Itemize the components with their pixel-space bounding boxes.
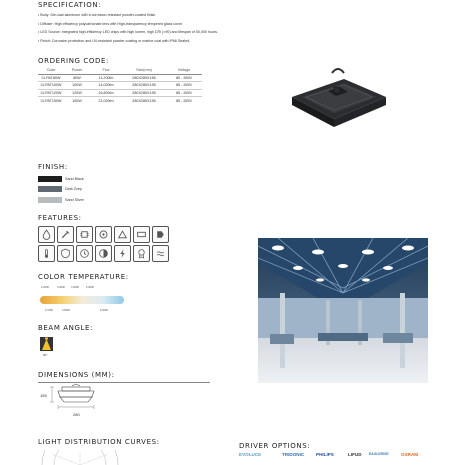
cell: 85 - 265V	[166, 97, 202, 105]
col-size: Size(mm)	[122, 66, 166, 74]
table-header-row	[38, 66, 202, 74]
col-flux: Flux	[90, 66, 122, 74]
color-swatch	[38, 186, 62, 192]
cell: 100W	[64, 82, 90, 90]
cct-label: 2,700K	[45, 309, 54, 312]
cell: 85 - 265V	[176, 75, 192, 80]
finish-label: Sand Silver	[65, 197, 84, 202]
spec-bullet: • Body: Die-cast aluminum with a corrosion-resistant powder-coated finish.	[38, 13, 157, 17]
tool-icon	[57, 226, 74, 243]
beam-angle-title: BEAM ANGLE:	[38, 324, 94, 332]
dimmable-icon	[95, 245, 112, 262]
dimension-drawing	[38, 383, 118, 423]
cell: CLPAT120W	[38, 89, 64, 97]
cell: 80W	[73, 75, 81, 80]
features-title: FEATURES:	[38, 214, 82, 222]
lifespan-icon	[76, 245, 93, 262]
light-distribution-title: LIGHT DISTRIBUTION CURVES:	[38, 438, 160, 446]
finish-label: Sand Black	[65, 176, 84, 181]
beam-angle-icon	[40, 337, 53, 351]
color-temperature-title: COLOR TEMPERATURE:	[38, 273, 129, 281]
finish-option	[38, 196, 84, 203]
cell: 11,200lm	[98, 75, 114, 80]
beam-angle-icon	[114, 226, 131, 243]
features-grid	[38, 226, 178, 262]
cell: 85 - 265V	[166, 82, 202, 90]
cell: 280X280X155	[122, 89, 166, 97]
finish-label: Dark Grey	[65, 186, 82, 191]
specification-title: SPECIFICATION:	[38, 1, 102, 9]
cell: CLPAT80W	[41, 75, 61, 80]
color-swatch	[38, 197, 62, 203]
ordering-title: ORDERING CODE:	[38, 57, 109, 65]
spec-bullet: • Finish: Corrosion protection and UV-resistant powder coating or marine coat with IP66 Sealed.	[38, 39, 191, 44]
table-row	[38, 97, 202, 105]
ordering-table	[38, 66, 202, 104]
cell: 85 - 265V	[166, 89, 202, 97]
driver-logo-lifud: LIFUD	[348, 452, 362, 457]
cct-label: 6,500K	[100, 309, 109, 312]
driver-options-title: DRIVER OPTIONS:	[239, 442, 311, 450]
col-power: Power	[64, 66, 90, 74]
led-chip-icon	[76, 226, 93, 243]
polar-curve-chart	[40, 450, 120, 465]
table-row	[38, 82, 202, 90]
warranty-icon	[57, 245, 74, 262]
cell: 21,000lm	[90, 97, 122, 105]
driver-logo-tridonic: TRIDONIC	[282, 452, 305, 457]
cct-label: 4,000K	[71, 286, 80, 289]
cri-icon	[95, 226, 112, 243]
beam-angle-value: 90°	[43, 353, 48, 357]
driver-icon	[133, 226, 150, 243]
spec-bullet: • Diffuser: High efficiency polycarbonate lens with High-transparency tempered glass cover.	[38, 21, 183, 26]
cell: 150W	[64, 97, 90, 105]
driver-logo-philips: PHILIPS	[316, 452, 334, 457]
spec-bullet: • LED Source: Integrated high-efficiency LED chips with high lumen, high CRI (>90) and lifespan of 50,000 hours.	[38, 30, 218, 35]
energy-class-icon	[152, 226, 169, 243]
product-image	[288, 67, 388, 139]
table-row	[38, 89, 202, 97]
cct-label: 2,200K	[41, 286, 50, 289]
specification-list	[38, 11, 338, 46]
certification-icon	[133, 245, 150, 262]
driver-logo-evoluce: EVOLUCE	[239, 452, 262, 457]
driver-logo-osram: OSRAM	[401, 452, 419, 457]
col-code: Code	[38, 66, 64, 74]
cell: 14,000lm	[90, 82, 122, 90]
dimension-height: 155	[40, 393, 47, 398]
finish-title: FINISH:	[38, 163, 68, 171]
cell: 280X280X155	[132, 75, 156, 80]
color-temperature-bar	[40, 296, 124, 304]
dimensions-title: DIMENSIONS (MM):	[38, 371, 115, 379]
cell: 120W	[64, 89, 90, 97]
finish-option	[38, 185, 82, 192]
cct-label: 3,000K	[57, 286, 66, 289]
finish-option	[38, 175, 84, 182]
cct-label: 5,000K	[86, 286, 95, 289]
cell: 280X280X155	[122, 97, 166, 105]
surge-icon	[114, 245, 131, 262]
ip66-icon	[38, 226, 55, 243]
installation-photo	[258, 238, 428, 383]
cell: 16,800lm	[90, 89, 122, 97]
waterproof-icon	[152, 245, 169, 262]
temperature-icon	[38, 245, 55, 262]
color-swatch	[38, 176, 62, 182]
col-voltage: Voltage	[166, 66, 202, 74]
cct-label: 3,500K	[62, 309, 71, 312]
cell: 280X280X155	[122, 82, 166, 90]
driver-logo-eaglerise: EAGLERISE	[369, 452, 389, 456]
cell: CLPAT150W	[38, 97, 64, 105]
cell: CLPAT100W	[38, 82, 64, 90]
dimension-width: 280	[73, 412, 80, 417]
table-row	[38, 74, 202, 82]
